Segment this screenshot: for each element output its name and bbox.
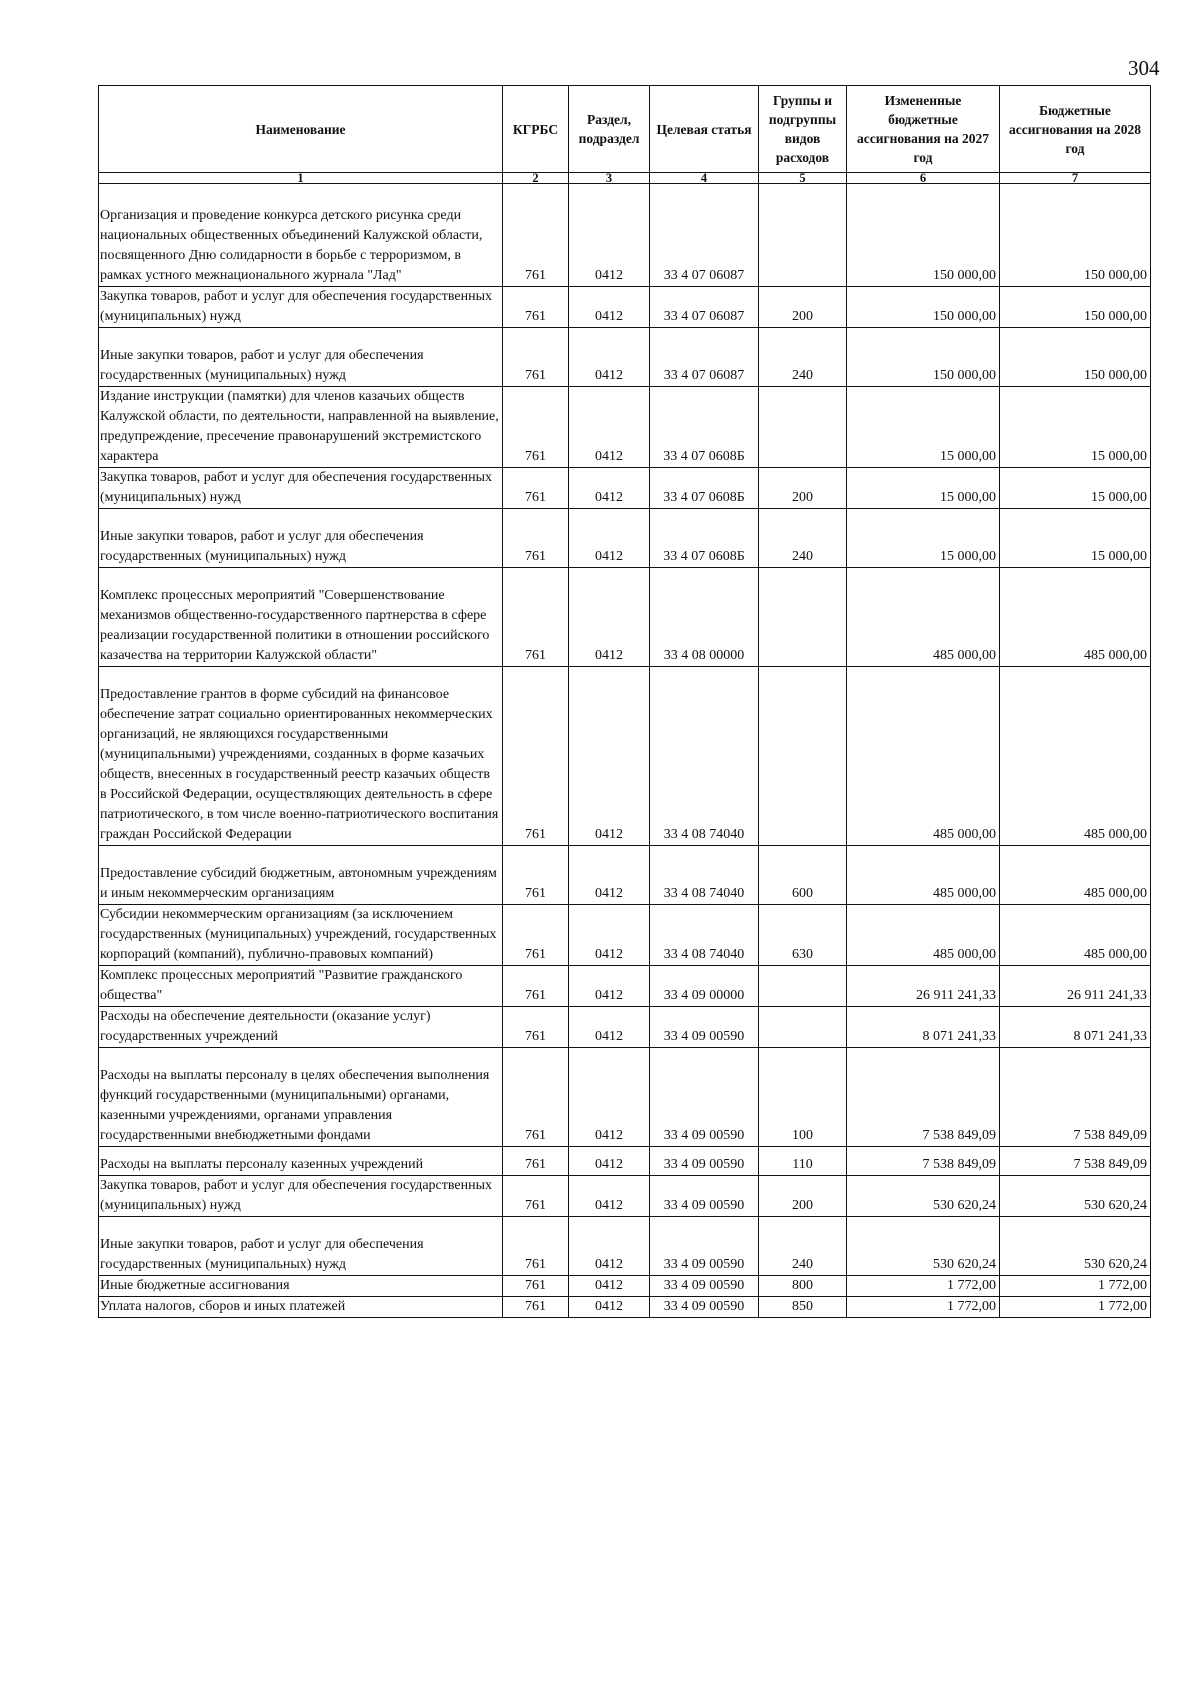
table-row (99, 509, 1151, 568)
row-value-2027: 150 000,00 (847, 287, 1000, 328)
row-value-2027: 8 071 241,33 (847, 1007, 1000, 1048)
row-value-2028: 485 000,00 (1000, 905, 1151, 966)
row-name: Закупка товаров, работ и услуг для обеспечения государственных (муниципальных) нужд (99, 287, 503, 328)
column-number-row (99, 173, 1151, 184)
row-value-2028: 7 538 849,09 (1000, 1147, 1151, 1176)
budget-table (98, 85, 1151, 1318)
row-value-2027: 7 538 849,09 (847, 1147, 1000, 1176)
row-name: Иные бюджетные ассигнования (99, 1276, 503, 1297)
row-kgrbs: 761 (503, 1217, 569, 1276)
row-kgrbs: 761 (503, 1276, 569, 1297)
row-group: 600 (759, 846, 847, 905)
row-value-2028: 26 911 241,33 (1000, 966, 1151, 1007)
table-row (99, 1297, 1151, 1318)
table-row (99, 568, 1151, 667)
row-group (759, 966, 847, 1007)
row-section: 0412 (569, 1007, 650, 1048)
page-number: 304 (1128, 56, 1160, 80)
row-value-2028: 1 772,00 (1000, 1297, 1151, 1318)
row-value-2027: 15 000,00 (847, 509, 1000, 568)
header-changed-2027: Измененные бюджетные ассигнования на 2027 год (847, 86, 1000, 173)
row-value-2027: 1 772,00 (847, 1276, 1000, 1297)
table-row (99, 1276, 1151, 1297)
column-number: 5 (759, 173, 847, 184)
row-value-2028: 530 620,24 (1000, 1176, 1151, 1217)
row-section: 0412 (569, 468, 650, 509)
row-name: Уплата налогов, сборов и иных платежей (99, 1297, 503, 1318)
row-target: 33 4 08 74040 (650, 667, 759, 846)
table-row (99, 1217, 1151, 1276)
row-name: Иные закупки товаров, работ и услуг для обеспечения государственных (муниципальных) нужд (99, 328, 503, 387)
table-row (99, 846, 1151, 905)
row-target: 33 4 08 74040 (650, 905, 759, 966)
table-row (99, 905, 1151, 966)
row-group (759, 387, 847, 468)
row-value-2027: 15 000,00 (847, 387, 1000, 468)
table-row (99, 667, 1151, 846)
row-name: Расходы на обеспечение деятельности (оказание услуг) государственных учреждений (99, 1007, 503, 1048)
row-section: 0412 (569, 905, 650, 966)
row-group (759, 1007, 847, 1048)
row-group: 630 (759, 905, 847, 966)
row-value-2028: 485 000,00 (1000, 846, 1151, 905)
row-target: 33 4 07 06087 (650, 287, 759, 328)
table-row (99, 1048, 1151, 1147)
row-name: Иные закупки товаров, работ и услуг для обеспечения государственных (муниципальных) нужд (99, 1217, 503, 1276)
column-number: 4 (650, 173, 759, 184)
row-group: 850 (759, 1297, 847, 1318)
column-number: 6 (847, 173, 1000, 184)
row-section: 0412 (569, 387, 650, 468)
row-section: 0412 (569, 1217, 650, 1276)
header-kgrbs: КГРБС (503, 86, 569, 173)
row-kgrbs: 761 (503, 905, 569, 966)
row-group: 240 (759, 328, 847, 387)
row-name: Расходы на выплаты персоналу казенных учреждений (99, 1147, 503, 1176)
row-name: Субсидии некоммерческим организациям (за исключением государственных (муниципальных) учреждений, государственных корпораций (компаний), публично-правовых компаний) (99, 905, 503, 966)
column-number: 7 (1000, 173, 1151, 184)
row-value-2027: 485 000,00 (847, 667, 1000, 846)
row-name: Организация и проведение конкурса детского рисунка среди национальных общественных объединений Калужской области, посвященного Дню солидарности в борьбе с терроризмом, в рамках устного межнационального журнала "Лад" (99, 184, 503, 287)
row-value-2028: 485 000,00 (1000, 667, 1151, 846)
row-kgrbs: 761 (503, 287, 569, 328)
row-target: 33 4 07 06087 (650, 328, 759, 387)
column-number: 2 (503, 173, 569, 184)
row-value-2027: 485 000,00 (847, 905, 1000, 966)
row-name: Иные закупки товаров, работ и услуг для обеспечения государственных (муниципальных) нужд (99, 509, 503, 568)
row-target: 33 4 07 06087 (650, 184, 759, 287)
row-kgrbs: 761 (503, 1176, 569, 1217)
row-target: 33 4 07 0608Б (650, 468, 759, 509)
table-body (99, 184, 1151, 1318)
row-name: Комплекс процессных мероприятий "Развитие гражданского общества" (99, 966, 503, 1007)
row-kgrbs: 761 (503, 667, 569, 846)
row-section: 0412 (569, 1276, 650, 1297)
row-kgrbs: 761 (503, 846, 569, 905)
row-name: Предоставление субсидий бюджетным, автономным учреждениям и иным некоммерческим организациям (99, 846, 503, 905)
row-group: 240 (759, 1217, 847, 1276)
row-group: 200 (759, 1176, 847, 1217)
row-group: 100 (759, 1048, 847, 1147)
header-target: Целевая статья (650, 86, 759, 173)
row-kgrbs: 761 (503, 966, 569, 1007)
row-target: 33 4 09 00590 (650, 1297, 759, 1318)
row-value-2028: 7 538 849,09 (1000, 1048, 1151, 1147)
row-value-2027: 15 000,00 (847, 468, 1000, 509)
row-value-2027: 150 000,00 (847, 328, 1000, 387)
table-row (99, 1147, 1151, 1176)
row-group: 240 (759, 509, 847, 568)
row-value-2027: 1 772,00 (847, 1297, 1000, 1318)
header-budget-2028: Бюджетные ассигнования на 2028 год (1000, 86, 1151, 173)
row-section: 0412 (569, 1176, 650, 1217)
row-kgrbs: 761 (503, 568, 569, 667)
row-value-2027: 530 620,24 (847, 1176, 1000, 1217)
row-kgrbs: 761 (503, 1297, 569, 1318)
table-row (99, 1176, 1151, 1217)
row-target: 33 4 09 00590 (650, 1147, 759, 1176)
table-row (99, 1007, 1151, 1048)
row-value-2028: 1 772,00 (1000, 1276, 1151, 1297)
row-target: 33 4 09 00590 (650, 1048, 759, 1147)
row-value-2027: 7 538 849,09 (847, 1048, 1000, 1147)
header-name: Наименование (99, 86, 503, 173)
row-value-2028: 150 000,00 (1000, 328, 1151, 387)
row-name: Издание инструкции (памятки) для членов казачьих обществ Калужской области, по деятельности, направленной на выявление, предупреждение, пресечение правонарушений экстремистского характера (99, 387, 503, 468)
row-section: 0412 (569, 1297, 650, 1318)
row-kgrbs: 761 (503, 328, 569, 387)
row-value-2028: 485 000,00 (1000, 568, 1151, 667)
row-section: 0412 (569, 328, 650, 387)
row-group: 200 (759, 468, 847, 509)
row-target: 33 4 09 00590 (650, 1007, 759, 1048)
row-group (759, 184, 847, 287)
row-target: 33 4 07 0608Б (650, 387, 759, 468)
row-target: 33 4 09 00000 (650, 966, 759, 1007)
row-target: 33 4 07 0608Б (650, 509, 759, 568)
row-section: 0412 (569, 667, 650, 846)
table-row (99, 328, 1151, 387)
row-value-2027: 485 000,00 (847, 846, 1000, 905)
row-value-2028: 15 000,00 (1000, 509, 1151, 568)
row-value-2028: 150 000,00 (1000, 184, 1151, 287)
header-section: Раздел, подраздел (569, 86, 650, 173)
row-target: 33 4 08 74040 (650, 846, 759, 905)
row-group (759, 667, 847, 846)
table-row (99, 387, 1151, 468)
row-name: Предоставление грантов в форме субсидий на финансовое обеспечение затрат социально ориентированных некоммерческих организаций, не являющихся государственными (муниципальными) учреждениями, созданных в форме казачьих обществ, внесенных в государственный реестр казачьих обществ в Российской Федерации, осуществляющих деятельность в сфере патриотического, в том числе военно-патриотического воспитания граждан Российской Федерации (99, 667, 503, 846)
row-name: Закупка товаров, работ и услуг для обеспечения государственных (муниципальных) нужд (99, 468, 503, 509)
row-group: 800 (759, 1276, 847, 1297)
column-number: 1 (99, 173, 503, 184)
row-section: 0412 (569, 287, 650, 328)
table-row (99, 966, 1151, 1007)
row-value-2028: 530 620,24 (1000, 1217, 1151, 1276)
row-value-2028: 150 000,00 (1000, 287, 1151, 328)
row-name: Комплекс процессных мероприятий "Совершенствование механизмов общественно-государственного партнерства в сфере реализации государственной политики в отношении российского казачества на территории Калужской области" (99, 568, 503, 667)
row-kgrbs: 761 (503, 509, 569, 568)
row-value-2028: 15 000,00 (1000, 468, 1151, 509)
row-section: 0412 (569, 1147, 650, 1176)
row-name: Закупка товаров, работ и услуг для обеспечения государственных (муниципальных) нужд (99, 1176, 503, 1217)
row-target: 33 4 08 00000 (650, 568, 759, 667)
row-section: 0412 (569, 966, 650, 1007)
row-target: 33 4 09 00590 (650, 1217, 759, 1276)
row-kgrbs: 761 (503, 468, 569, 509)
row-value-2027: 150 000,00 (847, 184, 1000, 287)
table-row (99, 468, 1151, 509)
row-section: 0412 (569, 1048, 650, 1147)
row-group: 200 (759, 287, 847, 328)
row-value-2027: 26 911 241,33 (847, 966, 1000, 1007)
row-group (759, 568, 847, 667)
row-value-2028: 15 000,00 (1000, 387, 1151, 468)
row-kgrbs: 761 (503, 1048, 569, 1147)
header-row (99, 86, 1151, 173)
row-kgrbs: 761 (503, 387, 569, 468)
row-target: 33 4 09 00590 (650, 1276, 759, 1297)
row-target: 33 4 09 00590 (650, 1176, 759, 1217)
row-group: 110 (759, 1147, 847, 1176)
row-value-2027: 485 000,00 (847, 568, 1000, 667)
table-row (99, 184, 1151, 287)
table-row (99, 287, 1151, 328)
row-kgrbs: 761 (503, 184, 569, 287)
row-kgrbs: 761 (503, 1147, 569, 1176)
row-value-2027: 530 620,24 (847, 1217, 1000, 1276)
row-section: 0412 (569, 846, 650, 905)
row-name: Расходы на выплаты персоналу в целях обеспечения выполнения функций государственными (муниципальными) органами, казенными учреждениями, органами управления государственными внебюджетными фондами (99, 1048, 503, 1147)
row-kgrbs: 761 (503, 1007, 569, 1048)
row-value-2028: 8 071 241,33 (1000, 1007, 1151, 1048)
row-section: 0412 (569, 184, 650, 287)
row-section: 0412 (569, 568, 650, 667)
column-number: 3 (569, 173, 650, 184)
row-section: 0412 (569, 509, 650, 568)
header-groups: Группы и подгруппы видов расходов (759, 86, 847, 173)
